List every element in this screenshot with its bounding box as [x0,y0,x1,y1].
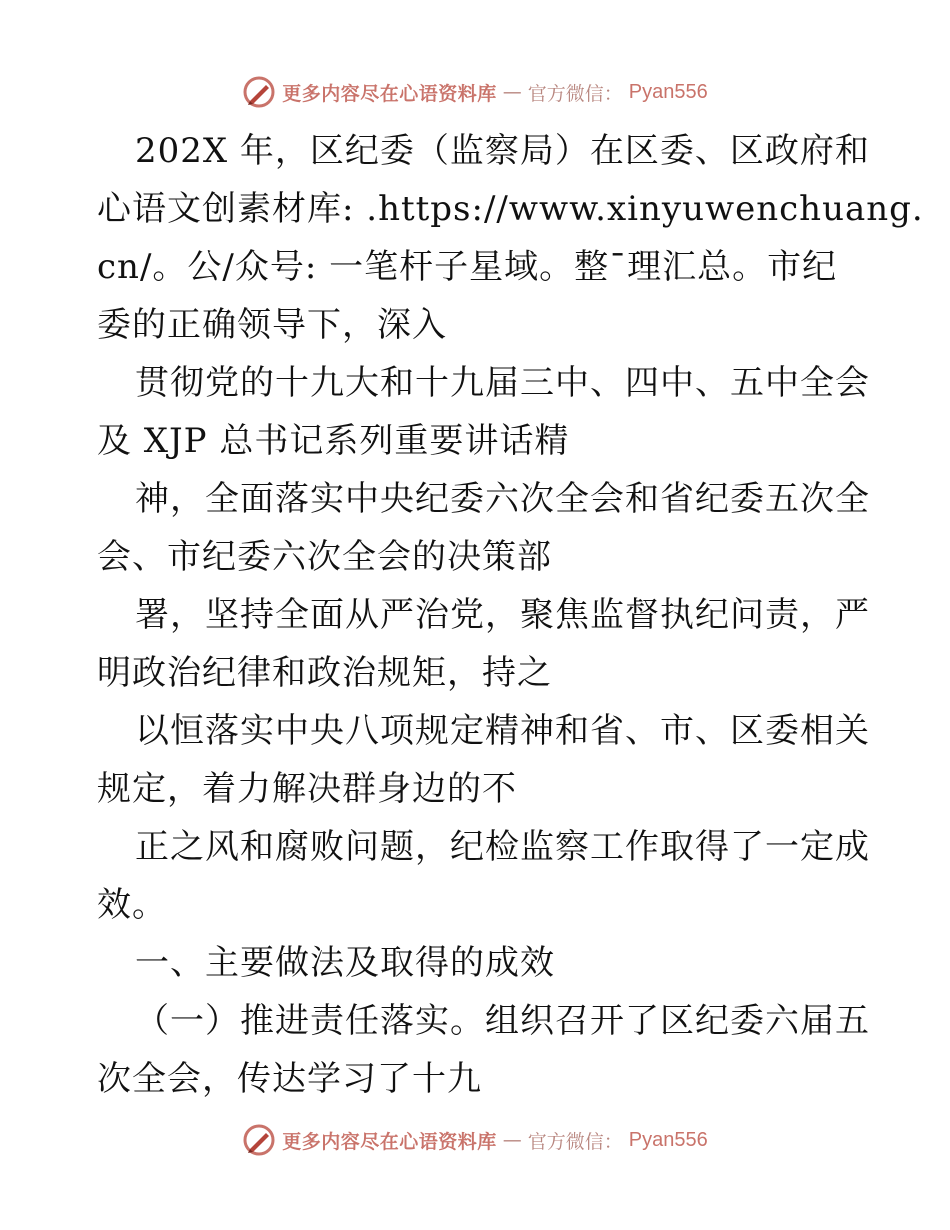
paragraph-line: 心语文创素材库: .https://www.xinyuwenchuang. [97,189,924,229]
paragraph-line: 效。 [97,885,167,925]
paragraph-line: 委的正确领导下，深入 [97,305,447,345]
banner-title: 更多内容尽在心语资料库 [282,82,497,105]
paragraph-line: 202X 年，区纪委（监察局）在区委、区政府和 [135,131,870,171]
paragraph-line: 明政治纪律和政治规矩，持之 [97,653,552,693]
section-heading: 一、主要做法及取得的成效 [135,943,555,983]
footer-banner [0,1120,950,1160]
paragraph-line: 贯彻党的十九大和十九届三中、四中、五中全会 [135,363,870,403]
paragraph-line: （一）推进责任落实。组织召开了区纪委六届五 [135,1001,870,1041]
paragraph-line: 神，全面落实中央纪委六次全会和省纪委五次全 [135,479,870,519]
banner-wechat-id: Pyan556 [628,80,708,103]
paragraph-line: 及 XJP 总书记系列重要讲话精 [97,421,570,461]
paragraph-line: 署，坚持全面从严治党，聚焦监督执纪问责，严 [135,595,870,635]
paragraph-line: cn/。公/众号: 一笔杆子星域。整¯理汇总。市纪 [97,247,838,287]
pen-logo-icon [242,1123,276,1157]
header-banner [0,72,950,112]
paragraph-line: 以恒落实中央八项规定精神和省、市、区委相关 [135,711,870,751]
banner-wechat-label: 官方微信： [527,82,623,105]
paragraph-line: 正之风和腐败问题，纪检监察工作取得了一定成 [135,827,870,867]
banner-title: 更多内容尽在心语资料库 [282,1130,497,1153]
banner-dash: — [502,81,522,103]
banner-wechat-label: 官方微信： [527,1130,623,1153]
paragraph-line: 会、市纪委六次全会的决策部 [97,537,552,577]
pen-logo-icon [242,75,276,109]
paragraph-line: 次全会，传达学习了十九 [97,1059,482,1099]
document-body [97,122,924,1108]
banner-dash: — [502,1129,522,1151]
banner-wechat-id: Pyan556 [628,1128,708,1151]
paragraph-line: 规定，着力解决群身边的不 [97,769,517,809]
